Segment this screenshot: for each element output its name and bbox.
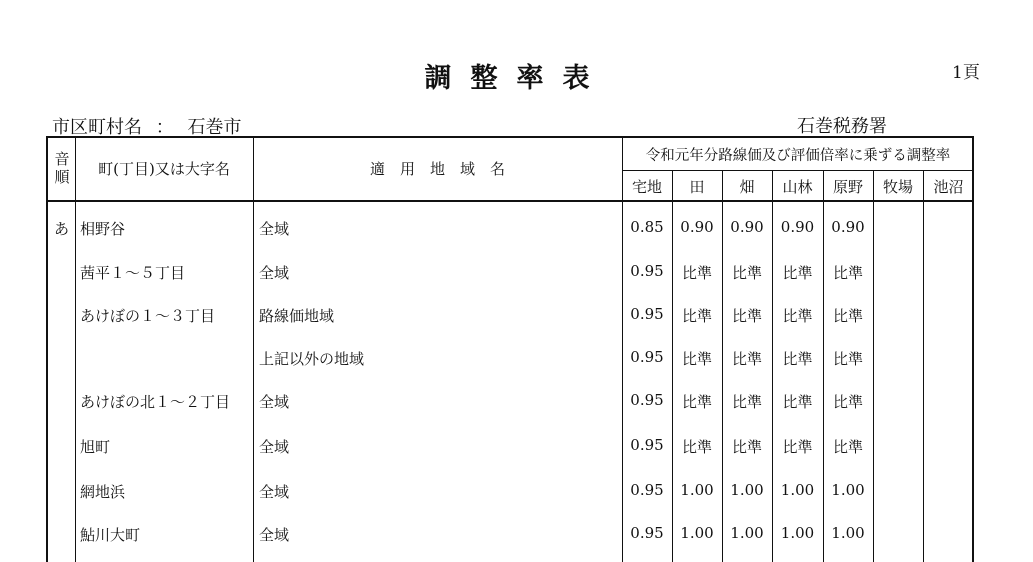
rate-wilderness: 比準	[832, 393, 863, 411]
rate-upland-field: 比準	[731, 438, 762, 456]
rate-forest: 比準	[782, 393, 813, 411]
rate-upland-field: 1.00	[730, 524, 764, 542]
col-header-pasture: 牧場	[882, 178, 913, 196]
rate-residential: 0.95	[630, 348, 664, 366]
municipality-separator: ：	[155, 117, 174, 138]
row-town: 相野谷	[80, 220, 126, 238]
rate-upland-field: 比準	[731, 350, 762, 368]
adjustment-rate-table	[46, 136, 974, 562]
rate-rice-field: 比準	[681, 350, 712, 368]
row-town: 茜平１～５丁目	[80, 264, 186, 282]
rate-forest: 比準	[782, 307, 813, 325]
row-kana: あ	[54, 220, 70, 238]
rate-upland-field: 1.00	[730, 481, 764, 499]
col-header-pond: 池沼	[933, 178, 964, 196]
rate-forest: 0.90	[780, 218, 815, 236]
col-header-wilderness: 原野	[832, 178, 863, 196]
row-area: 全域	[259, 220, 290, 238]
col-header-residential: 宅地	[631, 178, 662, 196]
rate-upland-field: 比準	[731, 307, 762, 325]
rate-rice-field: 1.00	[680, 481, 714, 499]
rate-residential: 0.85	[630, 218, 664, 236]
rate-upland-field: 0.90	[730, 218, 764, 236]
municipality-name: 石巻市	[187, 117, 242, 138]
rate-residential: 0.95	[630, 524, 664, 542]
rate-rice-field: 比準	[681, 307, 712, 325]
rate-rice-field: 比準	[681, 393, 712, 411]
rate-forest: 比準	[782, 350, 813, 368]
rate-rice-field: 比準	[681, 264, 712, 282]
rate-residential: 0.95	[630, 305, 664, 323]
tax-office: 石巻税務署	[797, 116, 887, 137]
row-town: あけぼの北１～２丁目	[80, 393, 231, 411]
row-town: あけぼの１～３丁目	[80, 307, 216, 325]
rate-wilderness: 比準	[832, 350, 863, 368]
row-area: 全域	[259, 438, 290, 456]
row-area: 全域	[259, 264, 290, 282]
row-area: 路線価地域	[259, 307, 335, 325]
row-area: 上記以外の地域	[259, 350, 365, 368]
rate-upland-field: 比準	[731, 393, 762, 411]
rate-residential: 0.95	[630, 262, 664, 280]
rate-wilderness: 1.00	[831, 524, 865, 542]
rate-wilderness: 0.90	[831, 218, 865, 236]
rate-wilderness: 比準	[832, 307, 863, 325]
row-town: 旭町	[80, 438, 111, 456]
col-header-rate-group: 令和元年分路線価及び評価倍率に乗ずる調整率	[645, 148, 951, 164]
rate-residential: 0.95	[630, 481, 664, 499]
rate-wilderness: 1.00	[831, 481, 865, 499]
rate-residential: 0.95	[630, 436, 664, 454]
col-header-kana: 音順	[54, 150, 70, 186]
rate-forest: 比準	[782, 264, 813, 282]
rate-forest: 1.00	[780, 524, 815, 542]
row-area: 全域	[259, 526, 290, 544]
rate-wilderness: 比準	[832, 438, 863, 456]
col-header-rice-field: 田	[689, 178, 705, 196]
row-area: 全域	[259, 483, 290, 501]
col-header-area: 適 用 地 域 名	[369, 160, 505, 178]
page-title: 調整率表	[424, 63, 609, 94]
col-header-upland-field: 畑	[739, 178, 755, 196]
rate-residential: 0.95	[630, 391, 664, 409]
row-area: 全域	[259, 393, 290, 411]
rate-forest: 1.00	[780, 481, 815, 499]
page-number: 1頁	[952, 63, 980, 83]
row-town: 網地浜	[80, 483, 126, 501]
rate-forest: 比準	[782, 438, 813, 456]
rate-wilderness: 比準	[832, 264, 863, 282]
row-town: 鮎川大町	[80, 526, 141, 544]
rate-upland-field: 比準	[731, 264, 762, 282]
col-header-town: 町(丁目)又は大字名	[98, 160, 230, 178]
municipality-label: 市区町村名	[52, 117, 142, 138]
rate-rice-field: 0.90	[680, 218, 714, 236]
rate-rice-field: 比準	[681, 438, 712, 456]
col-header-forest: 山林	[782, 178, 813, 196]
rate-rice-field: 1.00	[680, 524, 714, 542]
